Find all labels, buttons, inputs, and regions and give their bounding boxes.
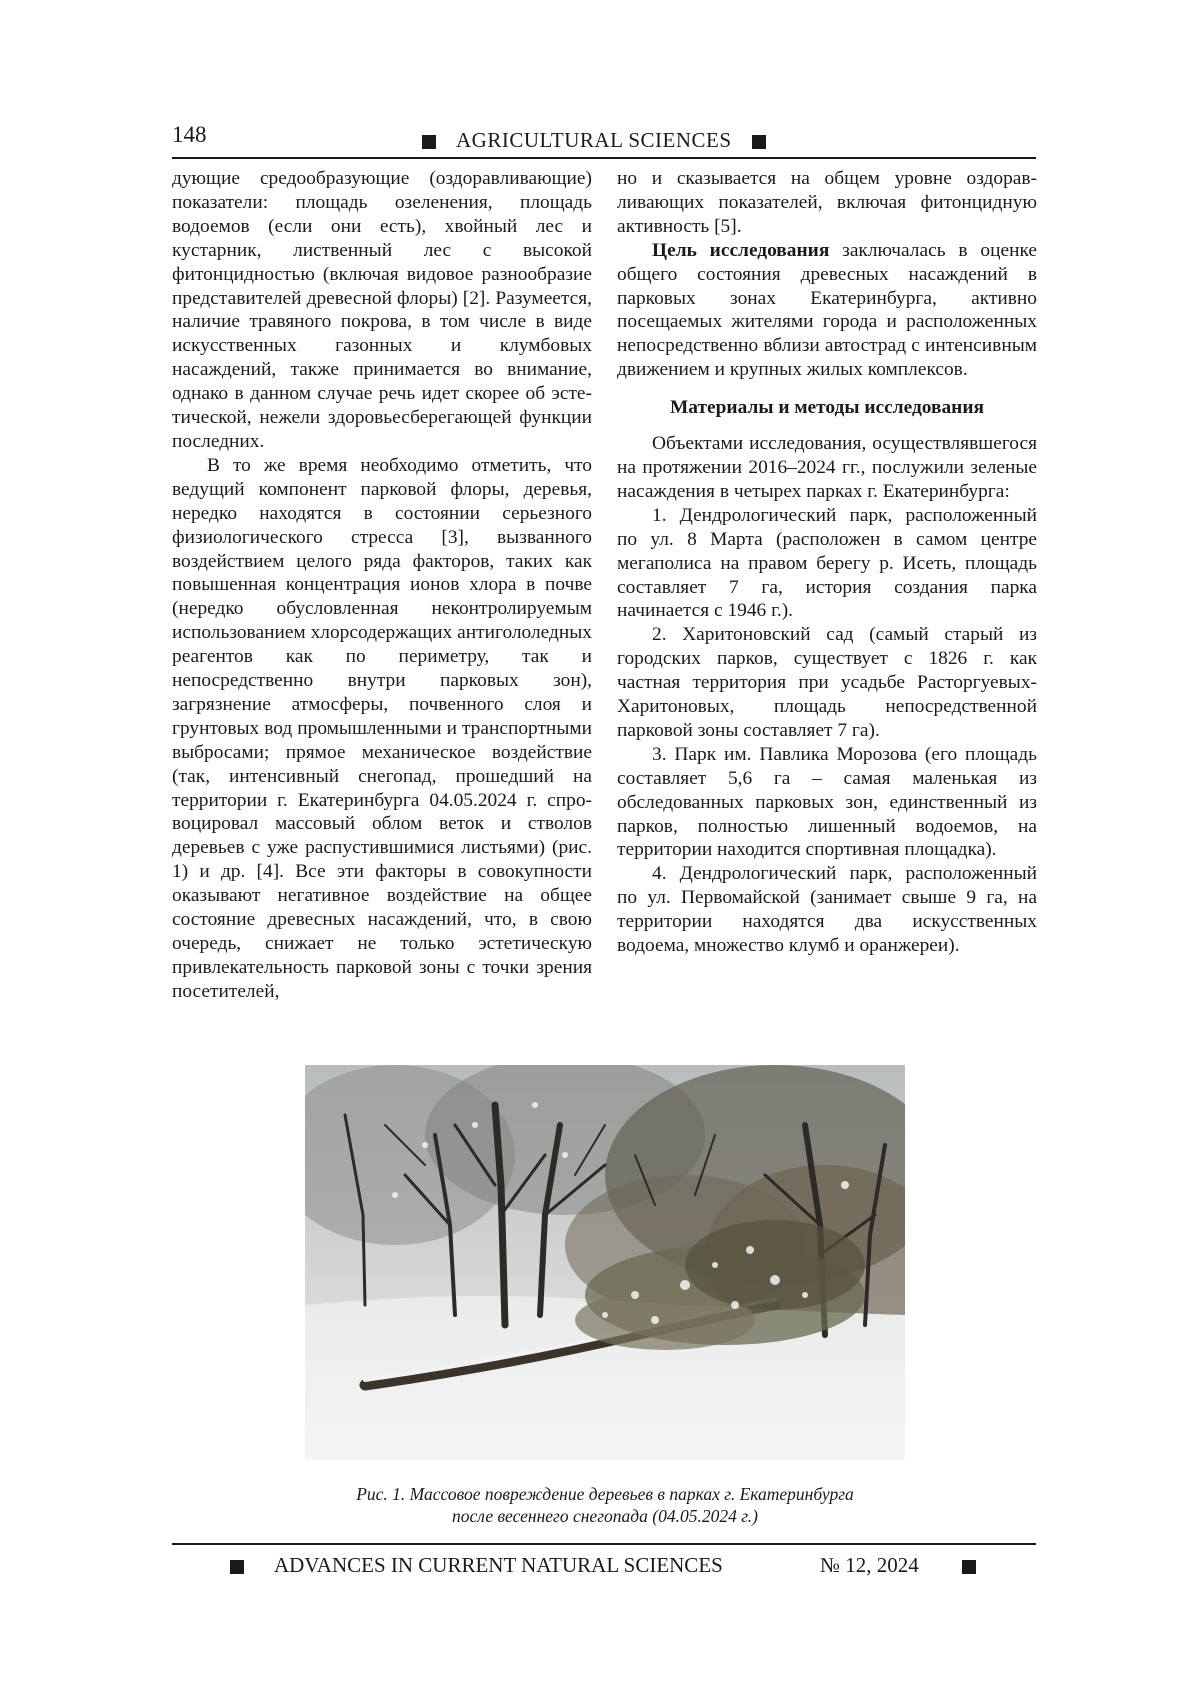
figure-caption <box>230 1483 980 1527</box>
journal-name: ADVANCES IN CURRENT NATURAL SCIENCES <box>274 1553 723 1578</box>
list-item: 1. Дендрологический парк, располо­женный по ул. 8 Марта (расположен в са­мом центре мегаполиса на правом берегу р. Исеть, площадь составляет 7 га, история создания парка начинается с 1946 г.). <box>617 504 1037 624</box>
left-column <box>172 167 592 1004</box>
paragraph: но и сказывается на общем уровне оздорав­ливающих показателей, включая фитонцид­ную активность [5]. <box>617 167 1037 239</box>
list-item: 2. Харитоновский сад (самый старый из городских парков, существует с 1826 г. как частная территория при усадьбе Расторгуевых-Харитоновых, площадь непосред­ственной парковой зоны составляет 7 га). <box>617 623 1037 743</box>
journal-section-text: AGRICULTURAL SCIENCES <box>456 128 732 152</box>
square-bullet-icon <box>422 135 436 149</box>
figure-photo <box>305 1065 905 1460</box>
right-column <box>617 167 1037 958</box>
header-rule <box>172 157 1036 159</box>
page-number: 148 <box>172 122 207 148</box>
page-header <box>172 120 1036 160</box>
caption-line: после весеннего снегопада (04.05.2024 г.) <box>230 1505 980 1527</box>
paragraph: Объектами исследования, осуществляв­шегося на протяжении 2016–2024 гг., послу­жили зеленые насаждения в четырех парках г. Екатеринбурга: <box>617 432 1037 504</box>
journal-section-title <box>422 128 766 153</box>
goal-text: заключалась в оценке общего состояния древесных насаж­дений в парковых зонах Екатеринбурга, ак­тивно посещаемых жителями города и рас­положенных непосредственно вблизи авто­страд с интенсивным движением и крупных жилых комплексов. <box>617 240 1037 381</box>
section-heading: Материалы и методы исследования <box>617 396 1037 420</box>
list-item: 4. Дендрологический парк, расположен­ный по ул. Первомайской (занимает свы­ше 9 га, на территории находятся два ис­кусственных водоема, множество клумб и оранжереи). <box>617 862 1037 958</box>
goal-paragraph <box>617 239 1037 382</box>
square-bullet-icon <box>962 1560 976 1574</box>
snow-damaged-trees-photo <box>305 1065 905 1460</box>
caption-line: Рис. 1. Массовое повреждение деревьев в парках г. Екатеринбурга <box>230 1483 980 1505</box>
issue-number: № 12, 2024 <box>820 1553 919 1578</box>
square-bullet-icon <box>752 135 766 149</box>
paragraph: В то же время необходимо отметить, что ведущий компонент парковой флоры, дере­вья, нередко находятся в состоянии серьез­ного физиологического стресса [3], вызван­ного воздействием целого ряда факторов, таких как повышенная концентрация ионов хлора в почве (нередко обусловленная не­контролируемым использованием хлорсо­держащих антигололедных реагентов как по периметру, так и непосредственно вну­три парковых зон), загрязнение атмосферы, почвенного слоя и грунтовых вод промыш­ленными и транспортными выбросами; прямое механическое воздействие (так, ин­тенсивный снегопад, прошедший на терри­тории г. Екатеринбурга 04.05.2024 г. спро­воцировал массовый облом веток и стволов деревьев с уже распустившимися листьями) (рис. 1) и др. [4]. Все эти факторы в сово­купности оказывают негативное воздей­ствие на общее состояние древесных на­саждений, что, в свою очередь, снижает не только эстетическую привлекательность парковой зоны с точки зрения посетителей, <box>172 454 592 1004</box>
page-footer <box>172 1553 1036 1583</box>
goal-label: Цель исследования <box>652 240 829 261</box>
square-bullet-icon <box>230 1560 244 1574</box>
footer-rule <box>172 1543 1036 1545</box>
list-item: 3. Парк им. Павлика Морозова (его пло­щадь составляет 5,6 га – самая маленькая из обследованных парковых зон, единствен­ный из парков, полностью лишенный водо­емов, на территории находится спортив­ная площадка). <box>617 743 1037 863</box>
paragraph: дующие средообразующие (оздоравлива­ющие) показатели: площадь озеленения, площадь водоемов (если они есть), хвой­ный лес и кустарник, лиственный лес с вы­сокой фитонцидностью (включая видовое разнообразие представителей древесной флоры) [2]. Разумеется, наличие травяно­го покрова, в том числе в виде искусствен­ных газонных и клумбовых насаждений, также принимается во внимание, однако в данном случае речь идет скорее об эсте­тической, нежели здоровьесберегающей функции последних. <box>172 167 592 454</box>
